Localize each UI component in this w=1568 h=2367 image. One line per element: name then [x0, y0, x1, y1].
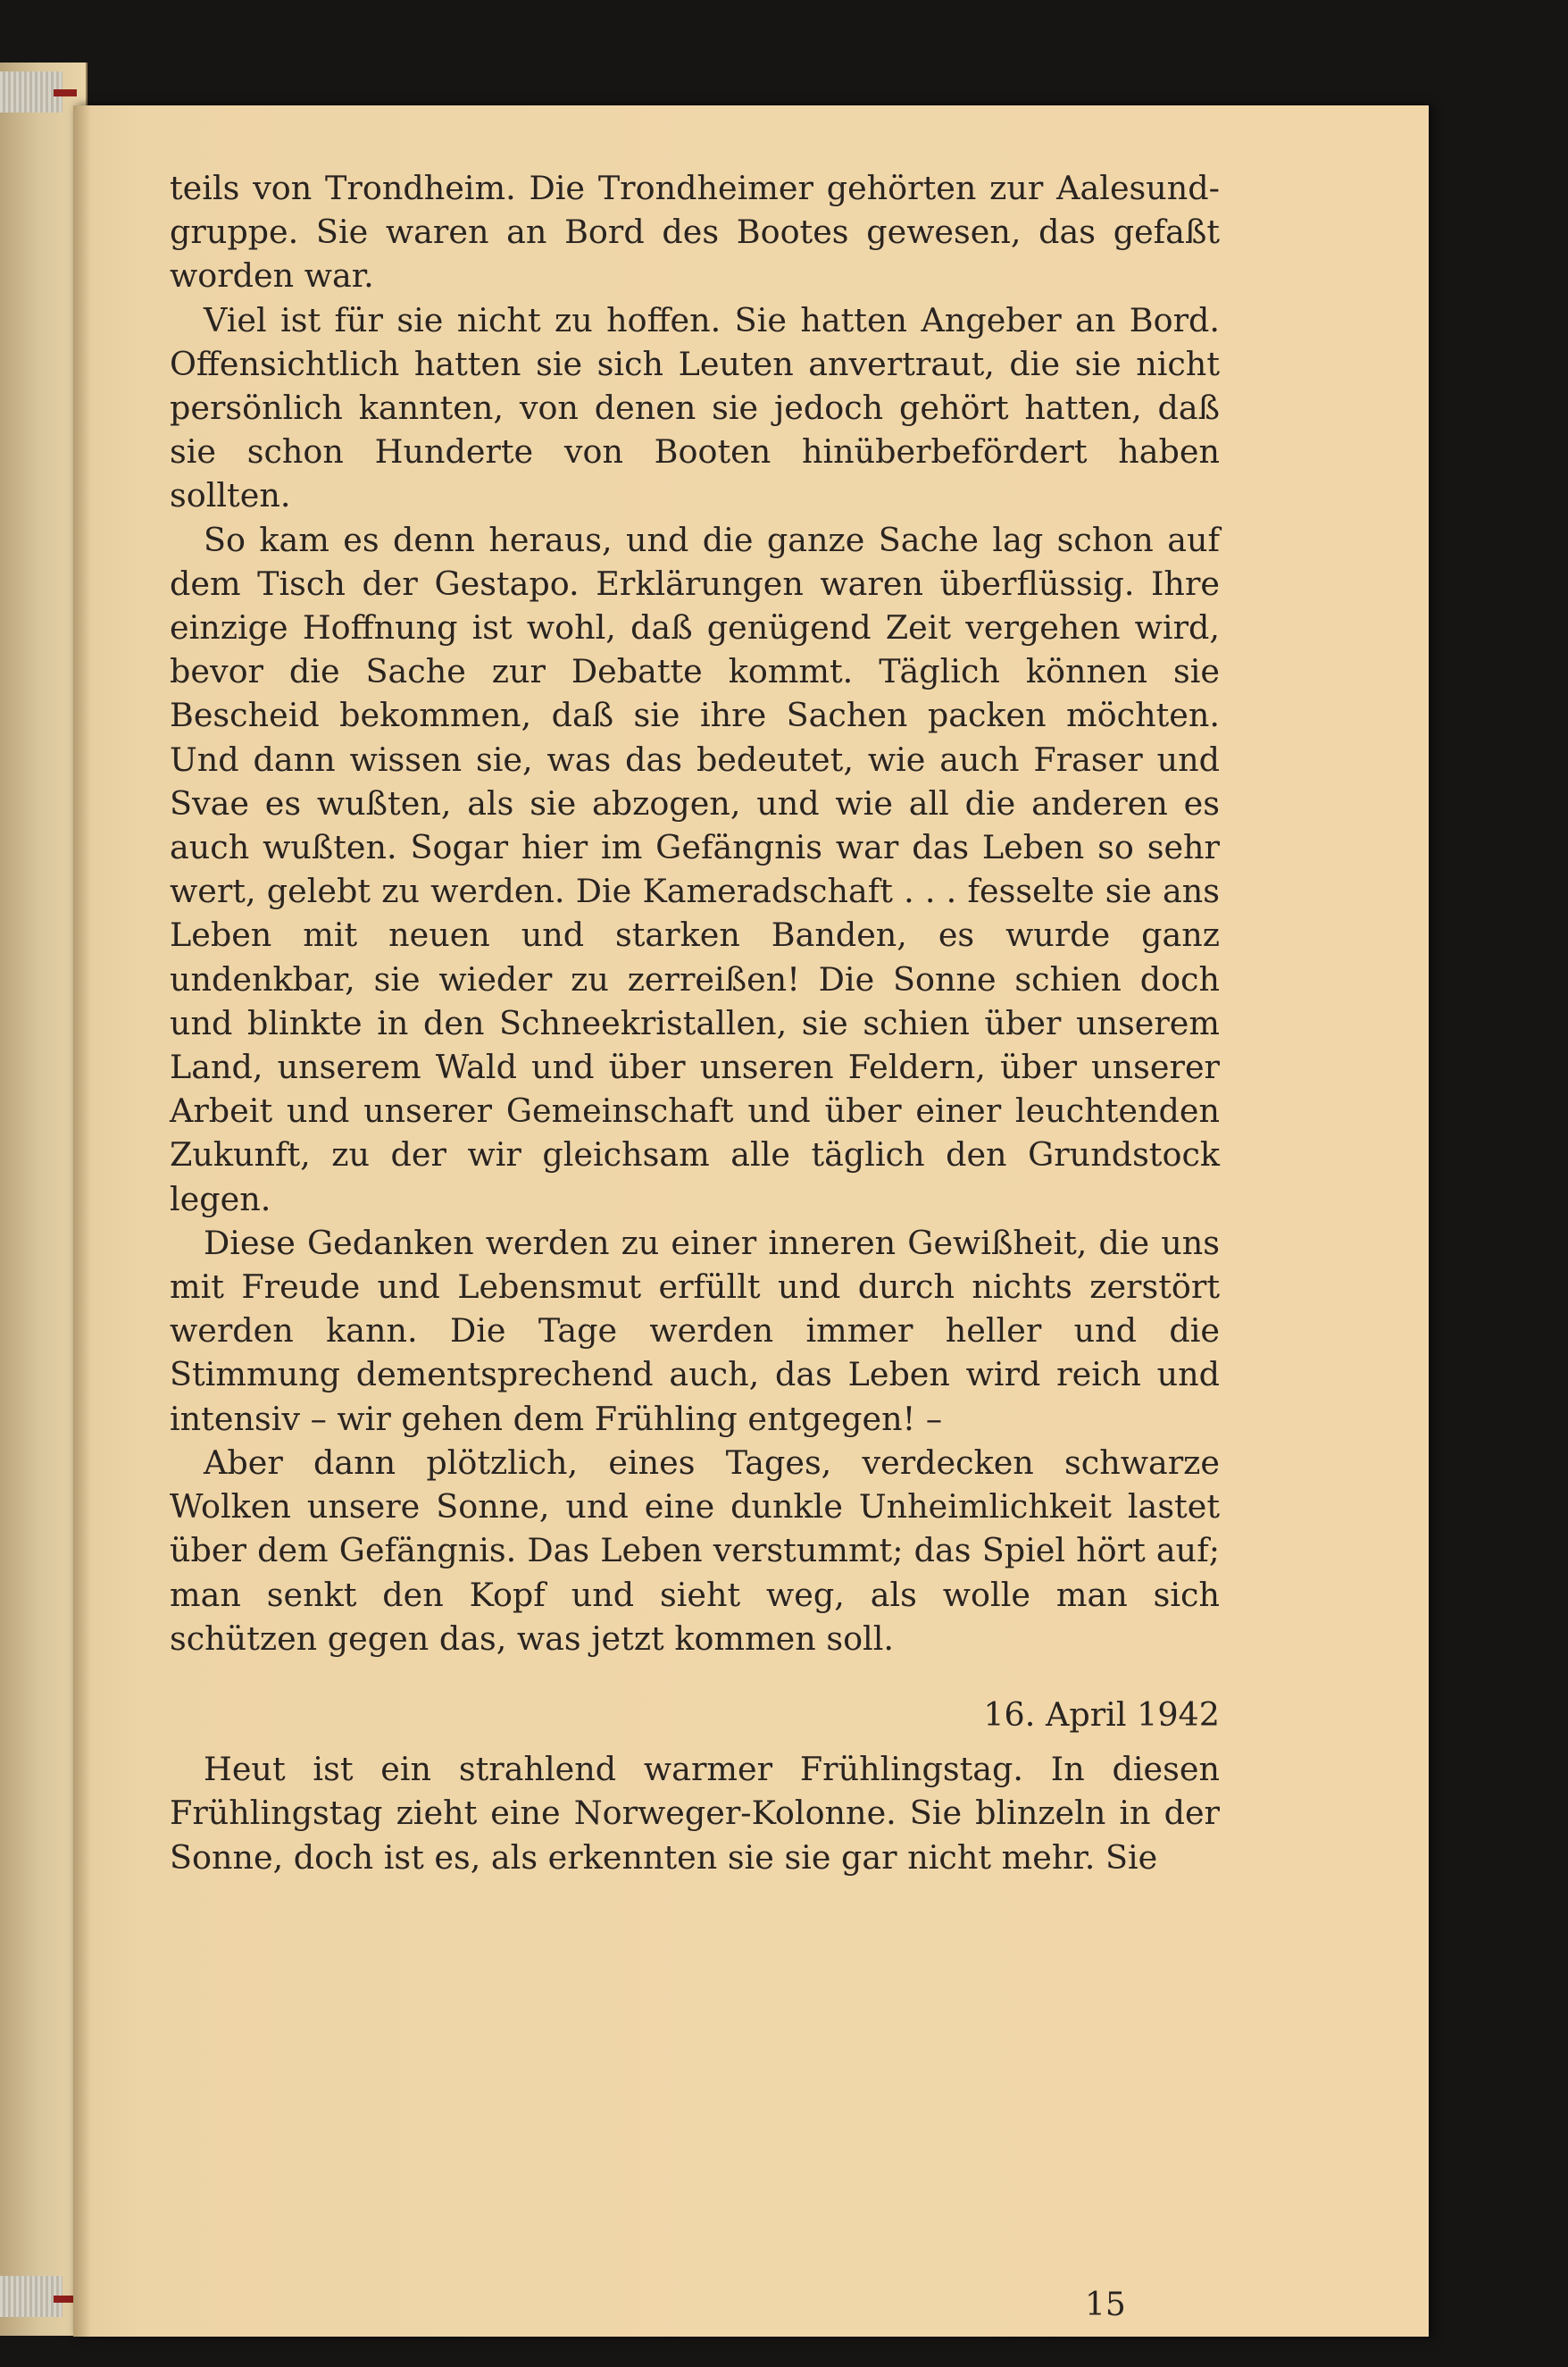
paragraph-4: Diese Gedanken werden zu einer inneren Gewißheit, die uns mit Freude und Lebensmut erfüllt und durch nichts zerstört werden kann. Die Tage werden immer heller und die Stimmung dementsprechend auch, das Leben wird reich und intensiv – wir gehen dem Frühling entgegen! – [170, 1223, 1220, 1438]
page-number: 15 [1085, 2287, 1126, 2323]
paragraph-5: Aber dann plötzlich, eines Tages, verdecken schwarze Wolken unsere Sonne, und eine dunkle Unheimlichkeit lastet über dem Gefängnis. Das Leben verstummt; das Spiel hört auf; man senkt den Kopf und sieht weg, als wolle man sich schützen gegen das, was jetzt kommen soll. [170, 1443, 1220, 1658]
paragraph-3: So kam es denn heraus, und die ganze Sache lag schon auf dem Tisch der Gestapo. Erklärungen waren überflüssig. Ihre einzige Hoffnung ist wohl, daß genügend Zeit vergehen wird, bevor die Sache zur Debatte kommt. Täglich können sie Bescheid bekommen, daß sie ihre Sachen packen möchten. Und dann wissen sie, was das bedeutet, wie auch Fraser und Svae es wußten, als sie abzogen, und wie all die anderen es auch wußten. Sogar hier im Gefängnis war das Leben so sehr wert, gelebt zu werden. Die Kameradschaft . . . fesselte sie ans Leben mit neuen und starken Banden, es wurde ganz undenkbar, sie wieder zu zerreißen! Die Sonne schien doch und blinkte in den Schneekristallen, sie schien über unserem Land, unserem Wald und über unseren Feldern, über unserer Arbeit und unserer Gemeinschaft und über einer leuchtenden Zukunft, zu der wir gleichsam alle täglich den Grundstock legen. [170, 520, 1220, 1218]
page-gutter-shadow [73, 105, 91, 2337]
paragraph-2: Viel ist für sie nicht zu hoffen. Sie hatten Angeber an Bord. Offensichtlich hatten sie sich Leuten anvertraut, die sie nicht persönlich kannten, von denen sie jedoch gehört hatten, daß sie schon Hunderte von Booten hinüberbefördert haben sollten. [170, 300, 1220, 515]
diary-date: 16. April 1942 [983, 1694, 1220, 1734]
paragraph-1: teils von Trondheim. Die Trondheimer gehörten zur Aalesund-gruppe. Sie waren an Bord des Bootes gewesen, das gefaßt worden war. [170, 169, 1220, 296]
binding-thread-top [54, 89, 77, 96]
paragraph-6: Heut ist ein strahlend warmer Frühlingstag. In diesen Frühlingstag zieht eine Norweger-Kolonne. Sie blinzeln in der Sonne, doch ist es, als erkennten sie sie gar nicht mehr. Sie [170, 1750, 1220, 1877]
page-text-block [170, 166, 1220, 1879]
